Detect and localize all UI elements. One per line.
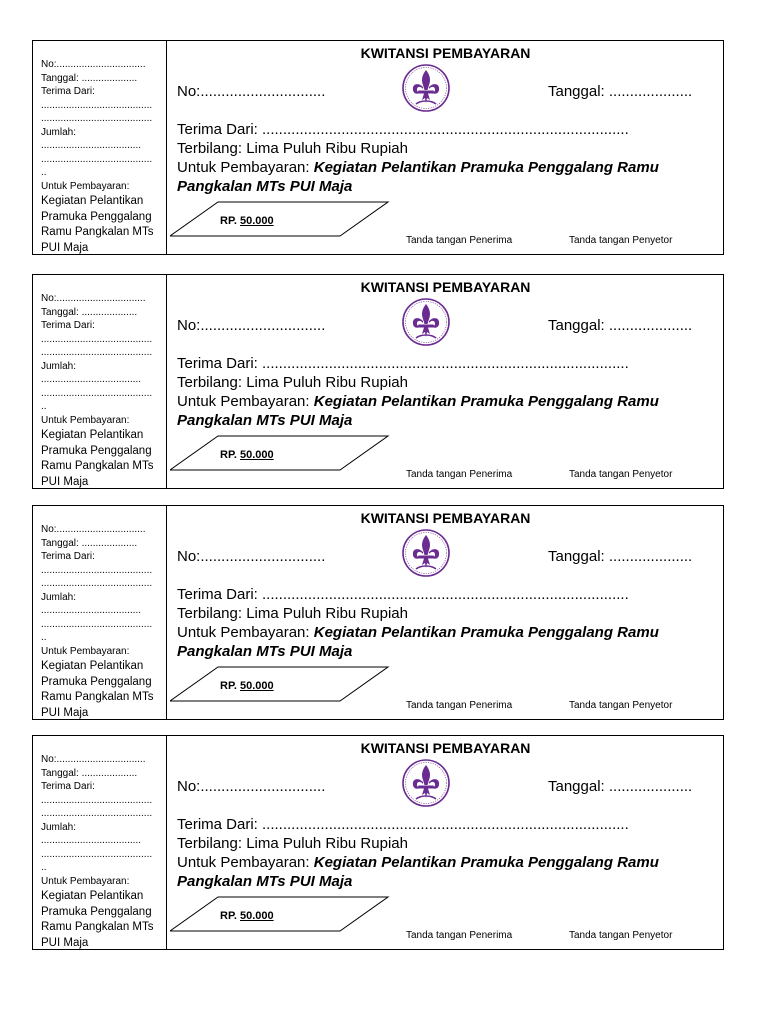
amount-box (170, 896, 390, 932)
stub-jumlah: Jumlah: (41, 821, 77, 833)
stub-dots: ........................................ (41, 153, 153, 165)
receipt-tanggal: Tanggal: .................... (548, 778, 693, 795)
amount-text (220, 449, 274, 461)
stub-dots: .................................... (41, 605, 142, 616)
receipt-title: KWITANSI PEMBAYARAN (360, 510, 531, 526)
stub-dots: ........................................ (41, 347, 153, 358)
receipt-no: No:.............................. (177, 548, 326, 565)
receipt-stub (33, 736, 167, 949)
receipt-no: No:.............................. (177, 317, 326, 334)
purpose-line-1: Kegiatan Pelantikan Pramuka Penggalang Ramu (313, 393, 659, 410)
amount-box (170, 666, 390, 702)
purpose-line-1: Kegiatan Pelantikan Pramuka Penggalang Ramu (313, 159, 659, 176)
untuk-label: Untuk Pembayaran: (177, 159, 310, 176)
stub-no: No:................................ (41, 59, 146, 70)
stub-untuk-pembayaran: Untuk Pembayaran: (41, 180, 130, 192)
receipt-no: No:.............................. (177, 778, 326, 795)
stub-jumlah: Jumlah: (41, 360, 77, 372)
untuk-label: Untuk Pembayaran: (177, 854, 310, 871)
stub-tanggal: Tanggal: .................... (41, 537, 138, 549)
stub-dots: ........................................ (41, 578, 153, 589)
receipt-no: No:.............................. (177, 83, 326, 100)
receipt-stub (33, 41, 167, 254)
untuk-label: Untuk Pembayaran: (177, 393, 310, 410)
receipt (32, 505, 724, 720)
stub-dots: ........................................ (41, 99, 153, 111)
stub-dots: ........................................ (41, 333, 153, 345)
amount-value: 50.000 (239, 449, 274, 461)
stub-dots: ........................................ (41, 618, 153, 630)
stub-no: No:................................ (41, 524, 146, 535)
purpose-line-2: Pangkalan MTs PUI Maja (177, 873, 353, 890)
stub-untuk-pembayaran: Untuk Pembayaran: (41, 645, 130, 657)
receipt-main (168, 506, 723, 719)
amount-value: 50.000 (239, 910, 274, 922)
receipt-terbilang: Terbilang: Lima Puluh Ribu Rupiah (177, 140, 408, 157)
amount-text (220, 680, 274, 692)
amount-text (220, 215, 274, 227)
receipt-tanggal: Tanggal: .................... (548, 548, 693, 565)
receipt-untuk-pembayaran (177, 393, 659, 410)
stub-dots: ........................................ (41, 808, 153, 819)
receipt-terbilang: Terbilang: Lima Puluh Ribu Rupiah (177, 835, 408, 852)
stub-purpose: Kegiatan Pelantikan Pramuka Penggalang Ramu Pangkalan MTs PUI Maja (41, 195, 154, 254)
receipt-tanggal: Tanggal: .................... (548, 83, 693, 100)
receipt-title: KWITANSI PEMBAYARAN (360, 45, 531, 61)
stub-dots: ........................................ (41, 387, 153, 399)
stub-dots: .. (41, 862, 47, 873)
stub-terima-dari: Terima Dari: (41, 320, 95, 331)
stub-untuk-pembayaran: Untuk Pembayaran: (41, 875, 130, 887)
signature-payer-label: Tanda tangan Penyetor (569, 700, 673, 711)
stub-dots: ........................................ (41, 564, 153, 576)
receipt-terbilang: Terbilang: Lima Puluh Ribu Rupiah (177, 374, 408, 391)
receipt-terima-dari: Terima Dari: ........................................................................................ (177, 586, 629, 603)
purpose-line-2: Pangkalan MTs PUI Maja (177, 643, 353, 660)
stub-jumlah: Jumlah: (41, 591, 77, 603)
stub-dots: .................................... (41, 835, 142, 846)
signature-receiver-label: Tanda tangan Penerima (406, 235, 513, 246)
stub-tanggal: Tanggal: .................... (41, 767, 138, 779)
purpose-line-1: Kegiatan Pelantikan Pramuka Penggalang Ramu (313, 854, 659, 871)
stub-dots: ........................................ (41, 113, 153, 124)
receipt-terima-dari: Terima Dari: ........................................................................................ (177, 121, 629, 138)
amount-prefix: RP. (220, 215, 237, 227)
signature-payer-label: Tanda tangan Penyetor (569, 235, 673, 246)
signature-receiver-label: Tanda tangan Penerima (406, 700, 513, 711)
stub-dots: .. (41, 401, 47, 412)
signature-receiver-label: Tanda tangan Penerima (406, 469, 513, 480)
receipt-untuk-pembayaran (177, 624, 659, 641)
stub-terima-dari: Terima Dari: (41, 86, 95, 97)
scout-fleur-de-lis-icon (401, 758, 451, 808)
stub-no: No:................................ (41, 754, 146, 765)
amount-value: 50.000 (239, 215, 274, 227)
purpose-line-1: Kegiatan Pelantikan Pramuka Penggalang Ramu (313, 624, 659, 641)
signature-payer-label: Tanda tangan Penyetor (569, 469, 673, 480)
receipt-untuk-pembayaran (177, 159, 659, 176)
untuk-label: Untuk Pembayaran: (177, 624, 310, 641)
scout-fleur-de-lis-icon (401, 63, 451, 113)
stub-dots: .................................... (41, 140, 142, 151)
receipt-stub (33, 275, 167, 488)
receipt-title: KWITANSI PEMBAYARAN (360, 740, 531, 756)
receipt-tanggal: Tanggal: .................... (548, 317, 693, 334)
receipt (32, 735, 724, 950)
stub-dots: ........................................ (41, 794, 153, 806)
stub-jumlah: Jumlah: (41, 126, 77, 138)
scout-fleur-de-lis-icon (401, 528, 451, 578)
signature-payer-label: Tanda tangan Penyetor (569, 930, 673, 941)
receipt-main (168, 275, 723, 488)
receipt-terbilang: Terbilang: Lima Puluh Ribu Rupiah (177, 605, 408, 622)
receipt-stub (33, 506, 167, 719)
receipt-main (168, 41, 723, 254)
receipt-terima-dari: Terima Dari: ........................................................................................ (177, 355, 629, 372)
stub-dots: .. (41, 167, 47, 178)
amount-prefix: RP. (220, 449, 237, 461)
amount-box (170, 201, 390, 237)
amount-text (220, 910, 274, 922)
purpose-line-2: Pangkalan MTs PUI Maja (177, 178, 353, 195)
stub-terima-dari: Terima Dari: (41, 551, 95, 562)
stub-dots: .................................... (41, 374, 142, 385)
amount-value: 50.000 (239, 680, 274, 692)
stub-purpose: Kegiatan Pelantikan Pramuka Penggalang Ramu Pangkalan MTs PUI Maja (41, 660, 154, 719)
stub-dots: .. (41, 632, 47, 643)
scout-fleur-de-lis-icon (401, 297, 451, 347)
receipt (32, 40, 724, 255)
stub-dots: ........................................ (41, 848, 153, 860)
amount-box (170, 435, 390, 471)
stub-terima-dari: Terima Dari: (41, 781, 95, 792)
receipt (32, 274, 724, 489)
signature-receiver-label: Tanda tangan Penerima (406, 930, 513, 941)
amount-prefix: RP. (220, 910, 237, 922)
stub-purpose: Kegiatan Pelantikan Pramuka Penggalang Ramu Pangkalan MTs PUI Maja (41, 890, 154, 949)
receipt-untuk-pembayaran (177, 854, 659, 871)
receipt-terima-dari: Terima Dari: ........................................................................................ (177, 816, 629, 833)
purpose-line-2: Pangkalan MTs PUI Maja (177, 412, 353, 429)
receipt-title: KWITANSI PEMBAYARAN (360, 279, 531, 295)
stub-no: No:................................ (41, 293, 146, 304)
stub-untuk-pembayaran: Untuk Pembayaran: (41, 414, 130, 426)
receipt-main (168, 736, 723, 949)
stub-purpose: Kegiatan Pelantikan Pramuka Penggalang Ramu Pangkalan MTs PUI Maja (41, 429, 154, 488)
amount-prefix: RP. (220, 680, 237, 692)
stub-tanggal: Tanggal: .................... (41, 306, 138, 318)
stub-tanggal: Tanggal: .................... (41, 72, 138, 84)
